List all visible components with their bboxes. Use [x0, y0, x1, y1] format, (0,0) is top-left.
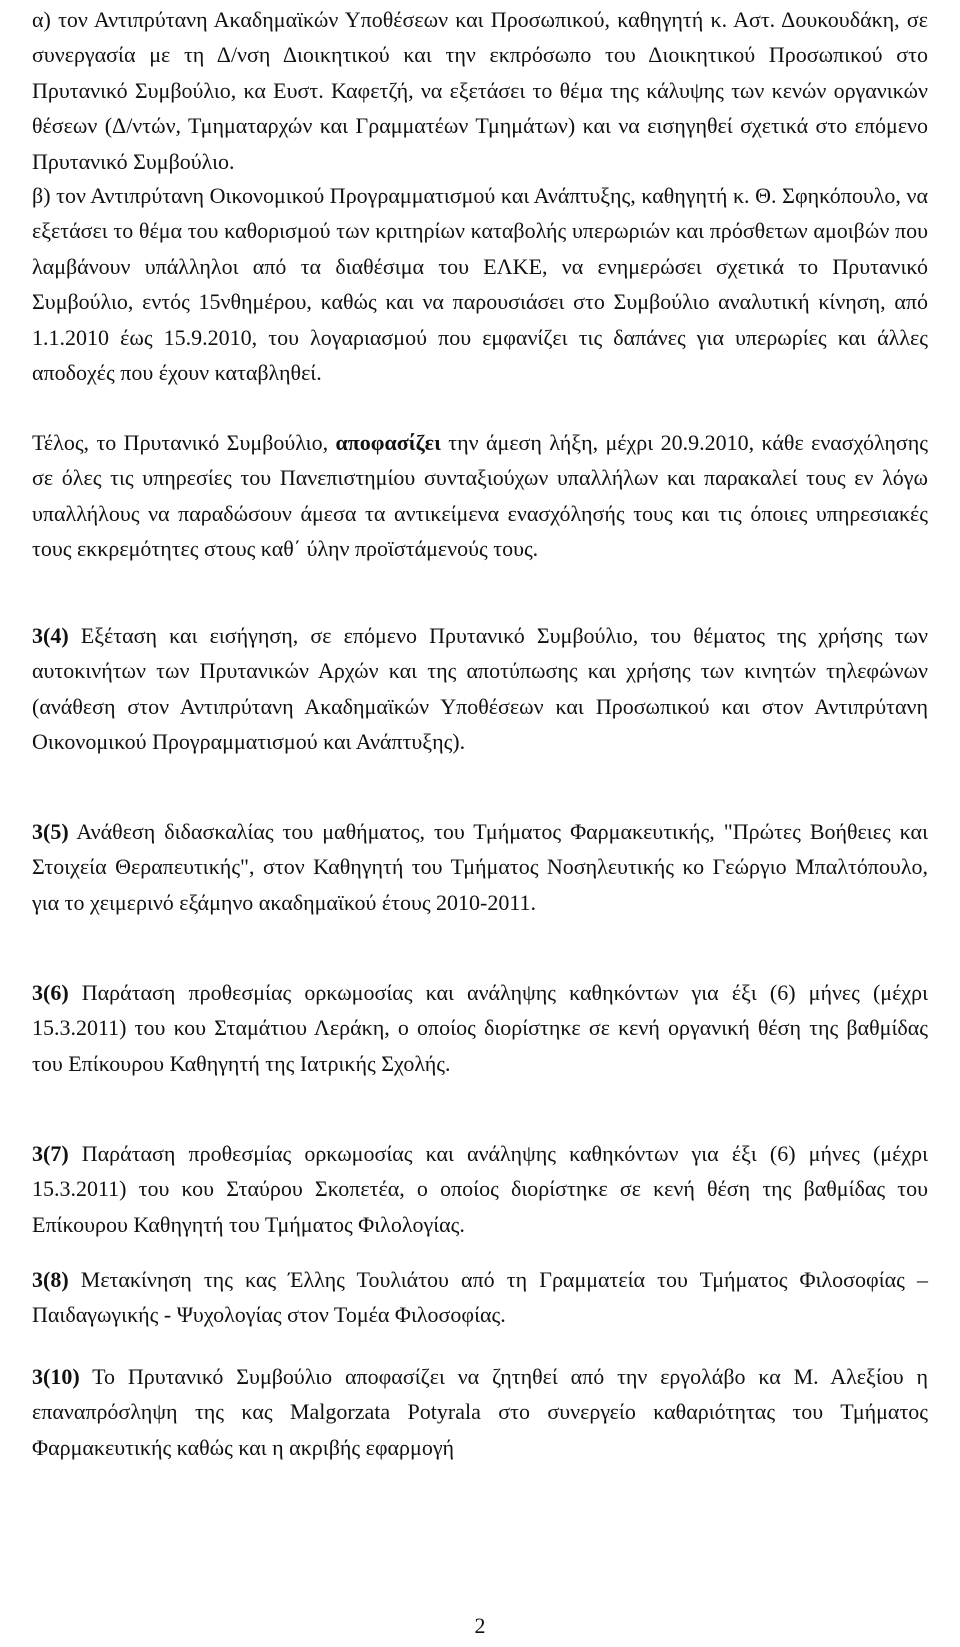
agenda-item-3-8 [32, 1262, 928, 1333]
agenda-item-3-7 [32, 1136, 928, 1242]
decision-keyword: αποφασίζει [335, 430, 441, 455]
agenda-item-3-6 [32, 975, 928, 1081]
item-number: 3(10) [32, 1364, 80, 1389]
item-number: 3(7) [32, 1141, 69, 1166]
paragraph-decision [32, 425, 928, 567]
agenda-item-3-4 [32, 618, 928, 760]
item-number: 3(5) [32, 819, 69, 844]
item-text: Ανάθεση διδασκαλίας του μαθήματος, του Τμήματος Φαρμακευτικής, "Πρώτες Βοήθειες και Στοιχεία Θεραπευτικής", στον Καθηγητή του Τμήματος Νοσηλευτικής κο Γεώργιο Μπαλτόπουλο, για το χειμερινό εξάμηνο ακαδημαϊκού έτους 2010-2011. [32, 819, 928, 915]
paragraph-b: β) τον Αντιπρύτανη Οικονομικού Προγραμματισμού και Ανάπτυξης, καθηγητή κ. Θ. Σφηκόπουλο, να εξετάσει το θέμα του καθορισμού των κριτηρίων καταβολής υπερωριών και πρόσθετων αμοιβών που λαμβάνουν υπάλληλοι από τα διαθέσιμα του ΕΛΚΕ, να ενημερώσει σχετικά το Πρυτανικό Συμβούλιο, εντός 15νθημέρου, καθώς και να παρουσιάσει στο Συμβούλιο αναλυτική κίνηση, από 1.1.2010 έως 15.9.2010, του λογαριασμού που εμφανίζει τις δαπάνες για υπερωρίες και άλλες αποδοχές που έχουν καταβληθεί. [32, 183, 928, 386]
page-number: 2 [474, 1613, 486, 1638]
decision-text-start: Τέλος, το Πρυτανικό Συμβούλιο, [32, 430, 336, 455]
agenda-item-3-10 [32, 1359, 928, 1465]
item-number: 3(4) [32, 623, 69, 648]
item-text: Το Πρυτανικό Συμβούλιο αποφασίζει να ζητηθεί από την εργολάβο κα Μ. Αλεξίου η επαναπρόσληψη της κας Malgorzata Potyrala στο συνεργείο καθαριότητας του Τμήματος Φαρμακευτικής καθώς και η ακριβής εφαρμογή [32, 1364, 928, 1460]
item-number: 3(8) [32, 1267, 69, 1292]
agenda-item-3-5 [32, 814, 928, 920]
item-text: Παράταση προθεσμίας ορκωμοσίας και ανάληψης καθηκόντων για έξι (6) μήνες (μέχρι 15.3.2011) του κου Σταμάτιου Λεράκη, ο οποίος διορίστηκε σε κενή οργανική θέση της βαθμίδας του Επίκουρου Καθηγητή της Ιατρικής Σχολής. [32, 980, 928, 1076]
item-number: 3(6) [32, 980, 69, 1005]
item-text: Εξέταση και εισήγηση, σε επόμενο Πρυτανικό Συμβούλιο, του θέματος της χρήσης των αυτοκινήτων των Πρυτανικών Αρχών και της αποτύπωσης και χρήσης των κινητών τηλεφώνων (ανάθεση στον Αντιπρύτανη Ακαδημαϊκών Υποθέσεων και Προσωπικού και στον Αντιπρύτανη Οικονομικού Προγραμματισμού και Ανάπτυξης). [32, 623, 928, 755]
item-text: Μετακίνηση της κας Έλλης Τουλιάτου από τη Γραμματεία του Τμήματος Φιλοσοφίας – Παιδαγωγικής - Ψυχολογίας στον Τομέα Φιλοσοφίας. [32, 1267, 928, 1328]
paragraph-a: α) τον Αντιπρύτανη Ακαδημαϊκών Υποθέσεων και Προσωπικού, καθηγητή κ. Αστ. Δουκουδάκη, σε συνεργασία με τη Δ/νση Διοικητικού και την εκπρόσωπο του Διοικητικού Προσωπικού στο Πρυτανικό Συμβούλιο, κα Ευστ. Καφετζή, να εξετάσει το θέμα της κάλυψης των κενών οργανικών θέσεων (Δ/ντών, Τμηματαρχών και Γραμματέων Τμημάτων) και να εισηγηθεί σχετικά στο επόμενο Πρυτανικό Συμβούλιο. [32, 7, 928, 174]
decision-text-end: την άμεση λήξη, μέχρι 20.9.2010, κάθε ενασχόλησης σε όλες τις υπηρεσίες του Πανεπιστημίου συνταξιούχων υπαλλήλων και παρακαλεί τους εν λόγω υπαλλήλους να παραδώσουν άμεσα τα αντικείμενα ενασχόλησής τους και τις όποιες υπηρεσιακές τους εκκρεμότητες στους καθ΄ ύλην προϊστάμενούς τους. [32, 430, 928, 562]
item-text: Παράταση προθεσμίας ορκωμοσίας και ανάληψης καθηκόντων για έξι (6) μήνες (μέχρι 15.3.2011) του κου Σταύρου Σκοπετέα, ο οποίος διορίστηκε σε κενή θέση της βαθμίδας του Επίκουρου Καθηγητή του Τμήματος Φιλολογίας. [32, 1141, 928, 1237]
